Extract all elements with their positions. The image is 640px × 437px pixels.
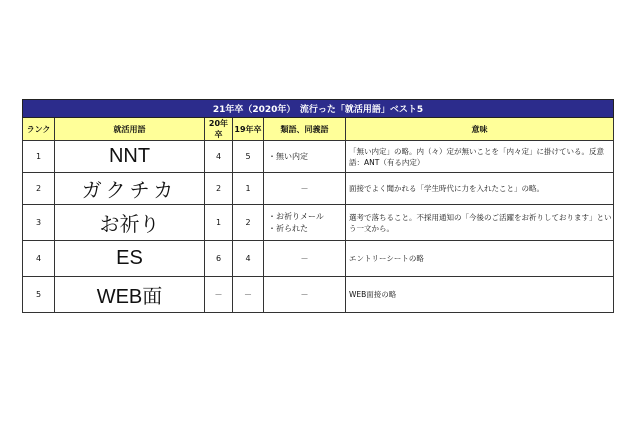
synonym: ・無い内定 bbox=[268, 151, 308, 161]
synonym: － bbox=[300, 253, 309, 263]
table-row bbox=[23, 173, 614, 205]
meaning-cell: WEB面接の略 bbox=[346, 277, 614, 313]
rank-20-cell: 1 bbox=[205, 205, 233, 241]
synonym: － bbox=[300, 289, 309, 299]
table-row bbox=[23, 277, 614, 313]
rank-cell: 1 bbox=[23, 141, 55, 173]
synonym: ・祈られた bbox=[268, 223, 308, 233]
header-synonyms: 類語、同義語 bbox=[264, 118, 346, 141]
rank-cell: 3 bbox=[23, 205, 55, 241]
synonym: － bbox=[300, 183, 309, 193]
rank-cell: 2 bbox=[23, 173, 55, 205]
table-row bbox=[23, 205, 614, 241]
rank-20-cell: 6 bbox=[205, 241, 233, 277]
synonyms-cell bbox=[264, 277, 346, 313]
rank-20-cell: － bbox=[205, 277, 233, 313]
rank-19-cell: － bbox=[233, 277, 264, 313]
header-20: 20年卒 bbox=[205, 118, 233, 141]
rank-19-cell: 4 bbox=[233, 241, 264, 277]
synonyms-cell bbox=[264, 205, 346, 241]
rank-19-cell: 2 bbox=[233, 205, 264, 241]
header-rank: ランク bbox=[23, 118, 55, 141]
synonym: ・お祈りメール bbox=[268, 211, 324, 221]
header-meaning: 意味 bbox=[346, 118, 614, 141]
rank-20-cell: 4 bbox=[205, 141, 233, 173]
term-cell: WEB面 bbox=[55, 277, 205, 313]
meaning-cell: 「無い内定」の略。内（々）定が無いことを「内々定」に掛けている。反意語：ANT（有る内定） bbox=[346, 141, 614, 173]
buzzword-ranking-table bbox=[22, 99, 614, 313]
rank-19-cell: 1 bbox=[233, 173, 264, 205]
table-title: 21年卒（2020年） 流行った「就活用語」ベスト5 bbox=[23, 100, 614, 118]
table-row bbox=[23, 141, 614, 173]
table-row bbox=[23, 241, 614, 277]
term-cell: お祈り bbox=[55, 205, 205, 241]
header-19: 19年卒 bbox=[233, 118, 264, 141]
synonyms-cell bbox=[264, 173, 346, 205]
header-term: 就活用語 bbox=[55, 118, 205, 141]
rank-19-cell: 5 bbox=[233, 141, 264, 173]
synonyms-cell bbox=[264, 141, 346, 173]
rank-cell: 5 bbox=[23, 277, 55, 313]
synonyms-cell bbox=[264, 241, 346, 277]
term-cell: ES bbox=[55, 241, 205, 277]
rank-cell: 4 bbox=[23, 241, 55, 277]
meaning-cell: 面接でよく聞かれる「学生時代に力を入れたこと」の略。 bbox=[346, 173, 614, 205]
rank-20-cell: 2 bbox=[205, 173, 233, 205]
meaning-cell: 選考で落ちること。不採用通知の「今後のご活躍をお祈りしております」という一文から。 bbox=[346, 205, 614, 241]
meaning-cell: エントリーシートの略 bbox=[346, 241, 614, 277]
term-cell: ガクチカ bbox=[55, 173, 205, 205]
term-cell: NNT bbox=[55, 141, 205, 173]
